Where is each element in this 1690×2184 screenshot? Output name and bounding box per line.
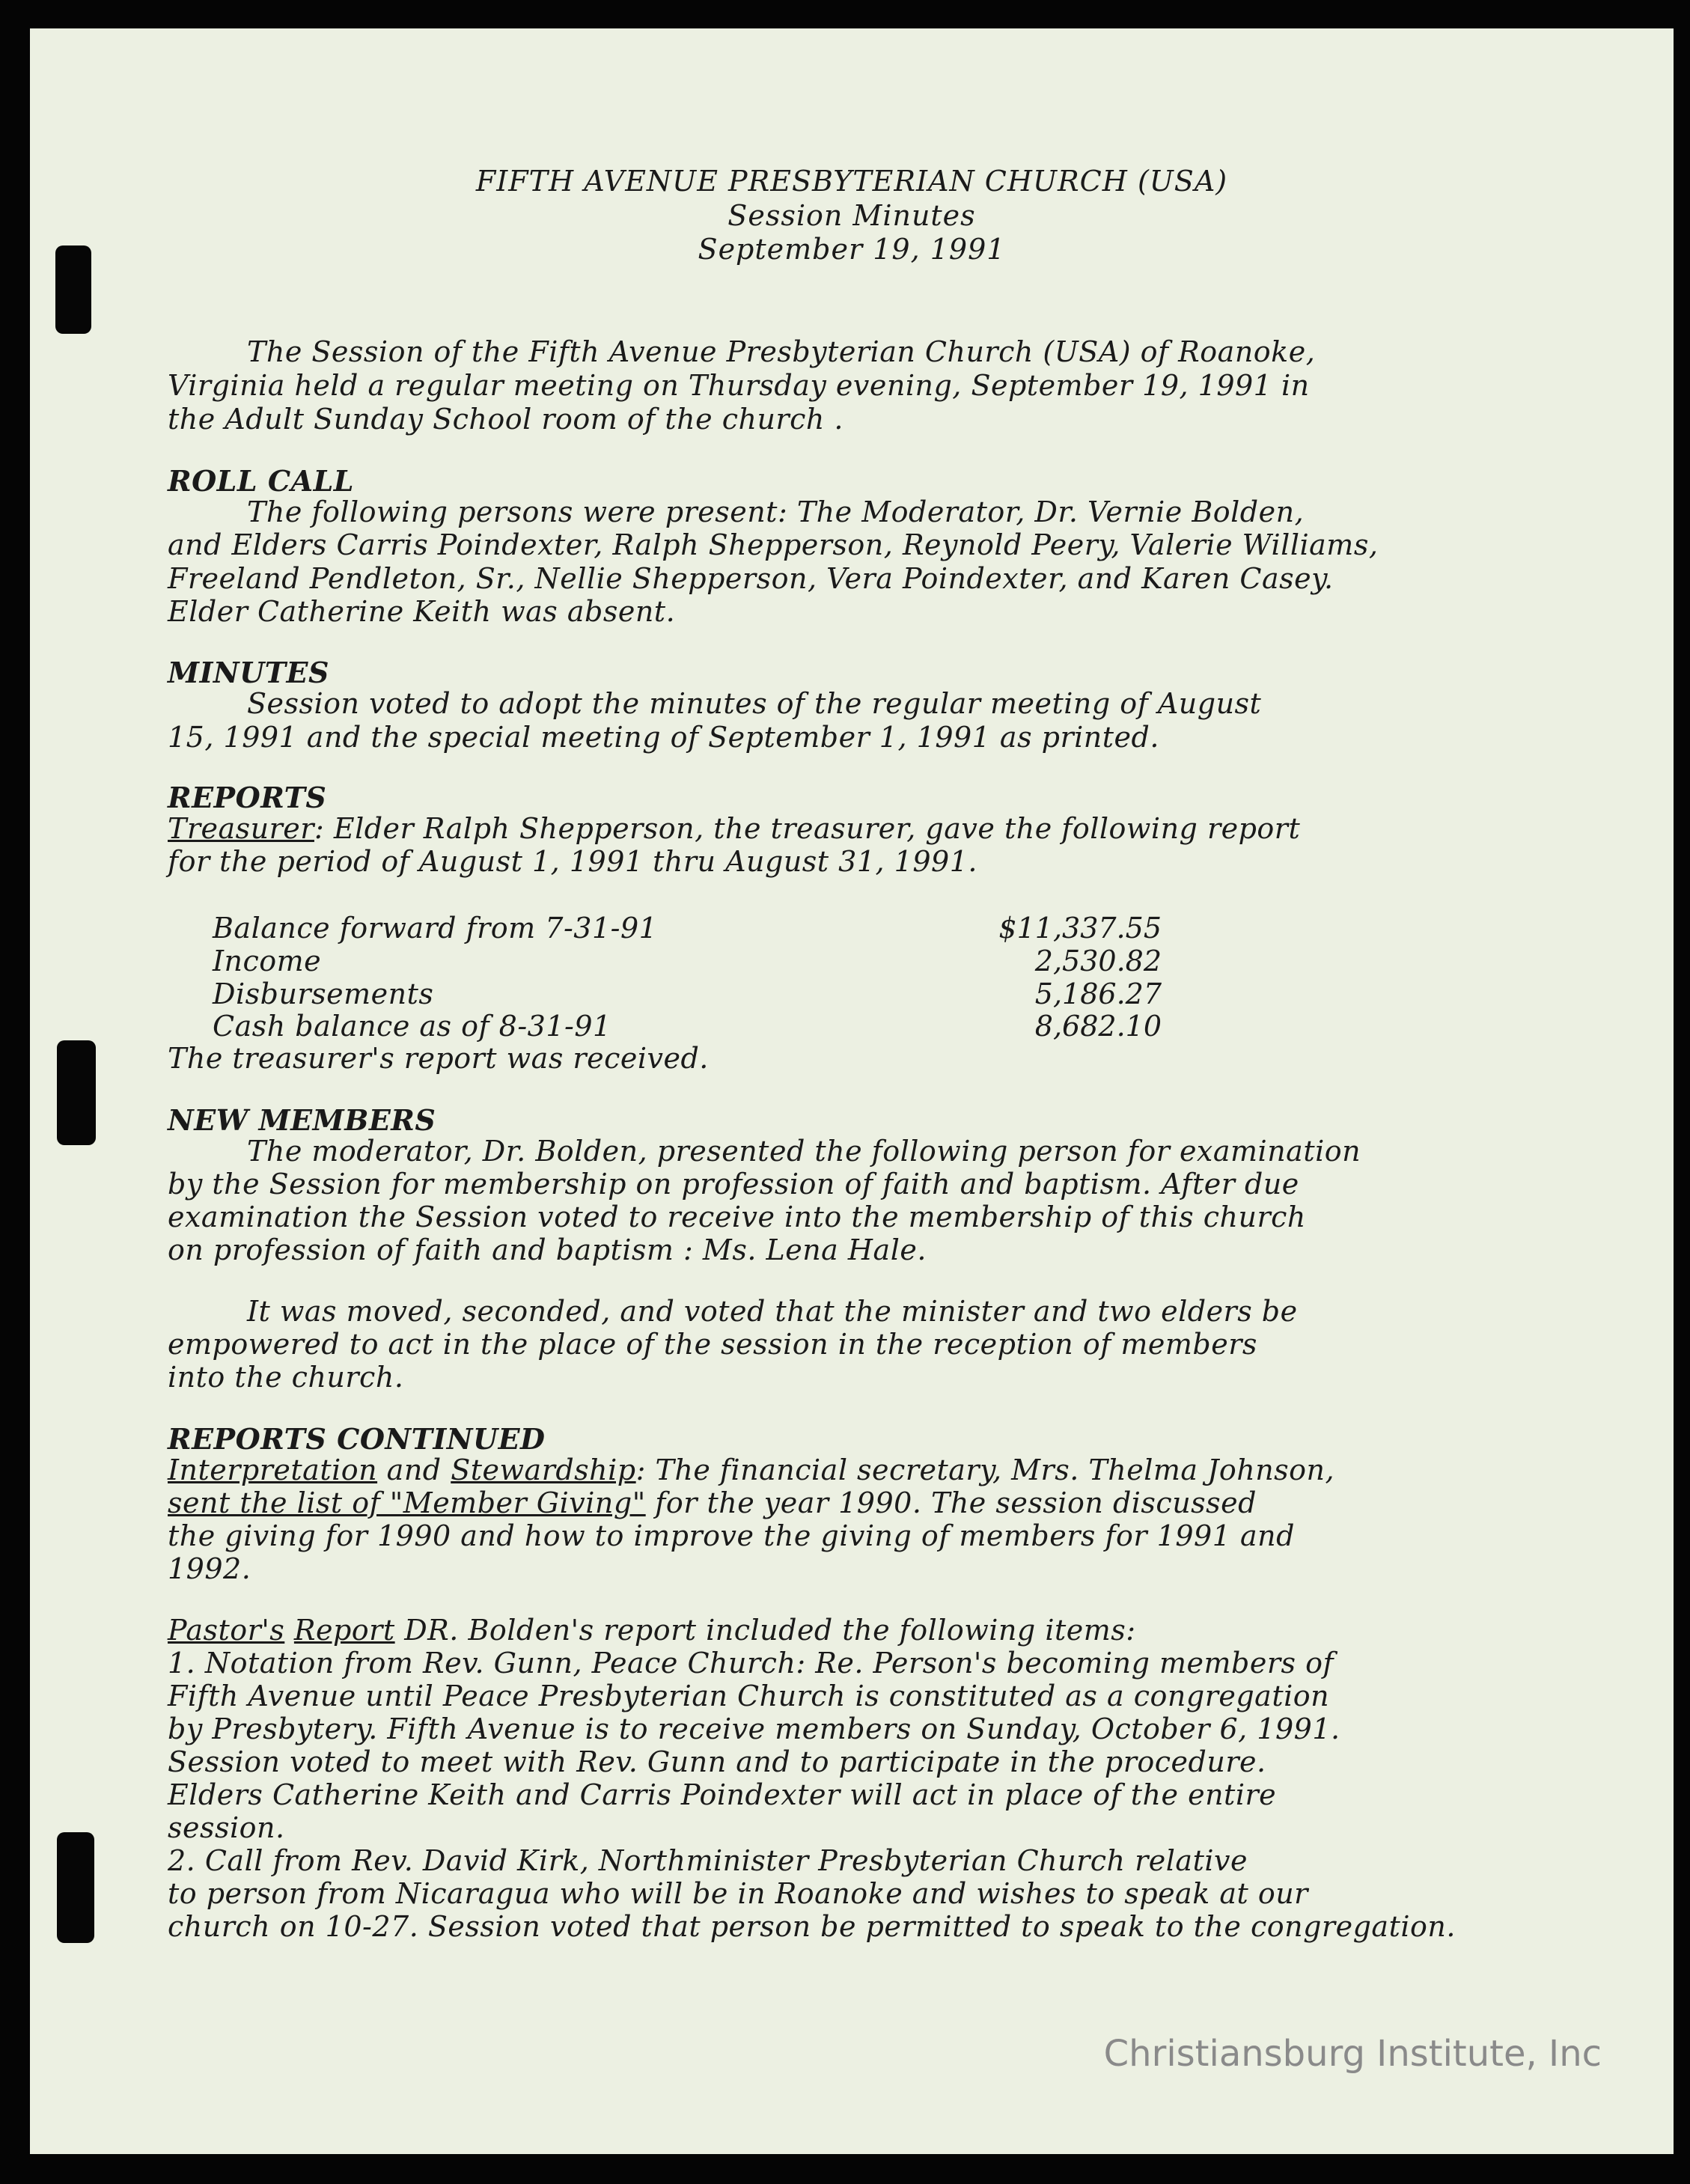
treasurer-period-line: for the period of August 1, 1991 thru August 31, 1991. (168, 845, 977, 878)
interpretation-label: Interpretation (168, 1454, 378, 1486)
minutes-line: 15, 1991 and the special meeting of September 1, 1991 as printed. (168, 721, 1159, 754)
new-members-line: It was moved, seconded, and voted that the minister and two elders be (247, 1295, 1298, 1328)
ledger-label: Balance forward from 7-31-91 (213, 912, 658, 945)
ledger-label: Disbursements (213, 977, 434, 1010)
treasurer-received-line: The treasurer's report was received. (168, 1042, 709, 1075)
pastor-report-line: church on 10-27. Session voted that person be permitted to speak to the congregation. (168, 1910, 1456, 1943)
ledger-amount: 2,530.82 (1034, 945, 1162, 977)
meeting-date: September 19, 1991 (698, 233, 1006, 266)
ledger-amount: 5,186.27 (1034, 977, 1162, 1010)
roll-call-line: Freeland Pendleton, Sr., Nellie Shepperson, Vera Poindexter, and Karen Casey. (168, 562, 1334, 595)
intro-line: The Session of the Fifth Avenue Presbyterian Church (USA) of Roanoke, (247, 335, 1316, 368)
ledger-label: Cash balance as of 8-31-91 (213, 1010, 611, 1043)
intro-line: the Adult Sunday School room of the church . (168, 403, 844, 436)
stewardship-line: 1992. (168, 1552, 251, 1585)
stewardship-text: for the year 1990. The session discussed (645, 1486, 1257, 1519)
roll-call-line: The following persons were present: The Moderator, Dr. Vernie Bolden, (247, 495, 1305, 528)
document-title: Session Minutes (727, 199, 976, 232)
pastor-report-line: Elders Catherine Keith and Carris Poindexter will act in place of the entire (168, 1778, 1277, 1811)
new-members-line: on profession of faith and baptism : Ms. Lena Hale. (168, 1233, 927, 1266)
new-members-line: by the Session for membership on profession of faith and baptism. After due (168, 1168, 1299, 1201)
stewardship-line: the giving for 1990 and how to improve the giving of members for 1991 and (168, 1519, 1295, 1552)
pastor-report-line: 2. Call from Rev. David Kirk, Northminister Presbyterian Church relative (168, 1844, 1248, 1877)
report-label: Report (293, 1614, 395, 1647)
ledger-amount: $11,337.55 (998, 912, 1162, 945)
minutes-heading: MINUTES (168, 656, 329, 689)
treasurer-text: : Elder Ralph Shepperson, the treasurer, gave the following report (314, 812, 1301, 845)
member-giving-text: sent the list of "Member Giving" (168, 1486, 646, 1519)
minutes-line: Session voted to adopt the minutes of the regular meeting of August (247, 687, 1262, 720)
treasurer-line (168, 812, 1300, 845)
roll-call-line: and Elders Carris Poindexter, Ralph Shepperson, Reynold Peery, Valerie Williams, (168, 528, 1379, 561)
treasurer-label: Treasurer (168, 812, 314, 845)
new-members-line: The moderator, Dr. Bolden, presented the following person for examination (247, 1135, 1361, 1168)
and-text: and (377, 1454, 451, 1486)
reports-continued-heading: REPORTS CONTINUED (168, 1422, 546, 1456)
new-members-line: into the church. (168, 1361, 404, 1394)
new-members-line: empowered to act in the place of the session in the reception of members (168, 1328, 1257, 1361)
stewardship-label: Stewardship (451, 1454, 636, 1486)
minutes-text (30, 28, 1674, 2154)
pastor-report-text: DR. Bolden's report included the following items: (394, 1614, 1136, 1647)
intro-line: Virginia held a regular meeting on Thursday evening, September 19, 1991 in (168, 369, 1310, 402)
roll-call-heading: ROLL CALL (168, 464, 355, 498)
pastor-report-line: Fifth Avenue until Peace Presbyterian Church is constituted as a congregation (168, 1680, 1330, 1712)
pastor-report-line (168, 1614, 1136, 1647)
new-members-line: examination the Session voted to receive into the membership of this church (168, 1201, 1306, 1233)
reports-heading: REPORTS (168, 781, 327, 814)
church-title: FIFTH AVENUE PRESBYTERIAN CHURCH (USA) (475, 165, 1228, 198)
roll-call-line: Elder Catherine Keith was absent. (168, 595, 676, 628)
new-members-heading: NEW MEMBERS (168, 1103, 436, 1137)
document-page (30, 28, 1674, 2154)
pastor-report-line: to person from Nicaragua who will be in Roanoke and wishes to speak at our (168, 1877, 1308, 1910)
pastor-report-line: session. (168, 1811, 285, 1844)
pastor-report-line: by Presbytery. Fifth Avenue is to receive members on Sunday, October 6, 1991. (168, 1712, 1340, 1745)
stewardship-line (168, 1486, 1257, 1519)
archive-watermark: Christiansburg Institute, Inc (1103, 2033, 1602, 2075)
pastor-report-line: Session voted to meet with Rev. Gunn and to participate in the procedure. (168, 1745, 1266, 1778)
stewardship-line (168, 1454, 1334, 1486)
ledger-amount: 8,682.10 (1034, 1010, 1162, 1043)
stewardship-text: : The financial secretary, Mrs. Thelma Johnson, (635, 1454, 1335, 1486)
ledger-label: Income (213, 945, 322, 977)
pastor-report-line: 1. Notation from Rev. Gunn, Peace Church: Re. Person's becoming members of (168, 1647, 1334, 1680)
pastors-label: Pastor's (168, 1614, 285, 1647)
